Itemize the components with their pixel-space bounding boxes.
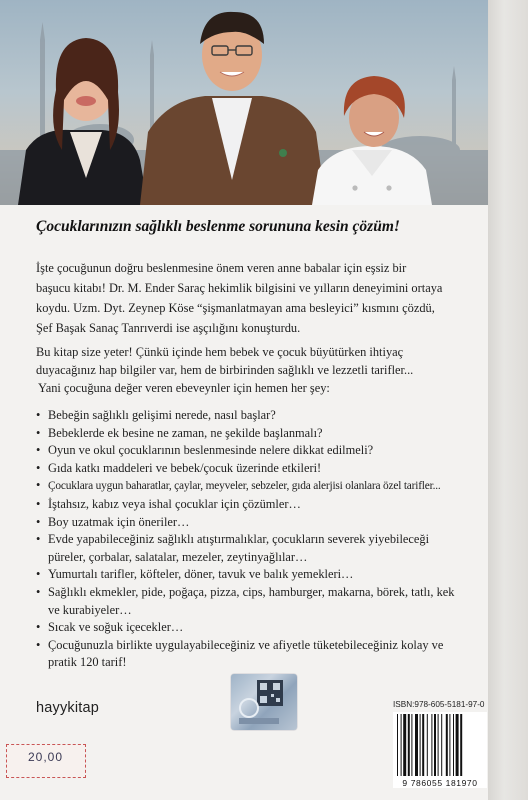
authors-photo [0,0,488,205]
list-item: • Çocuğunuzla birlikte uygulayabileceğiniz ve afiyetle tüketebileceğiniz kolay ve [36,637,484,655]
hologram-sticker [231,674,297,730]
list-item: • Yumurtalı tarifler, köfteler, döner, tavuk ve balık yemekleri… [36,566,484,584]
bullet-icon: • [36,532,41,547]
bullet-icon: • [36,478,41,493]
bullet-icon: • [36,408,41,422]
barcode-bar [453,714,454,776]
bullet-icon: • [36,620,41,635]
barcode-bar [401,714,402,776]
barcode-bar [422,714,424,776]
headline: Çocuklarınızın sağlıklı beslenme sorununa kesin çözüm! [36,218,400,235]
bullet-icon: • [36,514,41,529]
paragraph-line: duyacağınız hap bilgiler var, hem de birbirinden sağlıklı ve lezzetli tarifler... [36,363,414,377]
list-item-continuation: ve kurabiyeler… [48,602,132,617]
list-item: • Evde yapabileceğiniz sağlıklı atıştırmalıklar, çocukların severek yiyebileceği [36,531,484,549]
paragraph-line: Yani çocuğuna değer veren ebeveynler için hemen her şey: [38,381,330,395]
second-paragraph [36,343,476,397]
barcode-bar [411,714,412,776]
list-item-continuation: püreler, çorbalar, salatalar, mezeler, zeytinyağlılar… [48,549,308,564]
book-spine [487,0,528,800]
list-item: • Bebeklerde ek besine ne zaman, ne şekilde başlanmalı? [36,425,484,443]
bullet-icon: • [36,443,41,458]
bullet-icon: • [36,496,41,511]
woman-left-figure [18,38,148,205]
list-item: • Sağlıklı ekmekler, pide, poğaça, pizza, cips, hamburger, makarna, börek, tatlı, kek [36,584,484,602]
publisher-logo: hayykitap [36,700,100,716]
intro-line: koydu. Uzm. Dyt. Zeynep Köse “şişmanlatmayan ama besleyici” kısmını çözdü, [36,301,435,315]
barcode-bar [434,714,436,776]
barcode-bar [446,714,448,776]
barcode-bar [420,714,421,776]
bullet-icon: • [36,584,41,599]
barcode-bars [393,712,487,778]
barcode-bar [427,714,428,776]
intro-paragraph [36,258,476,338]
isbn-label: ISBN:978-605-5181-97-0 [393,700,485,709]
authors-photo-illustration [0,0,488,205]
intro-line: Şef Başak Sanaç Tanrıverdi ise aşçılığını konuşturdu. [36,321,301,335]
list-item: • Bebeğin sağlıklı gelişimi nerede, nasıl başlar? [36,407,484,425]
bullet-icon: • [36,460,41,475]
paragraph-line: Bu kitap size yeter! Çünkü içinde hem bebek ve çocuk büyütürken ihtiyaç [36,345,404,359]
list-item: • Oyun ve okul çocuklarının beslenmesinde nelere dikkat edilmeli? [36,442,484,460]
list-item-continuation: pratik 120 tarif! [48,655,127,670]
qr-code-icon [231,674,297,730]
price-value: 20,00 [28,750,64,764]
list-item: • Çocuklara uygun baharatlar, çaylar, meyveler, sebzeler, gıda alerjisi olanlara özel tarifler... [36,477,484,496]
barcode-bar [408,714,410,776]
list-item: • Sıcak ve soğuk içecekler… [36,619,484,637]
barcode-bar [460,714,462,776]
barcode-bar [403,714,406,776]
bullet-icon: • [36,567,41,582]
barcode-number: 9 786055 181970 [402,778,478,788]
barcode-bar [438,714,439,776]
list-item: • Gıda katkı maddeleri ve bebek/çocuk üzerinde etkileri! [36,460,484,478]
barcode-bar [449,714,450,776]
list-item: • Boy uzatmak için öneriler… [36,514,484,532]
barcode-bar [397,714,398,776]
intro-line: başucu kitabı! Dr. M. Ender Saraç hekimlik bilgisini ve yılların deneyimini ortaya [36,281,443,295]
barcode-bar [431,714,432,776]
barcode [393,712,487,788]
list-item: • İştahsız, kabız veya ishal çocuklar için çözümler… [36,496,484,514]
man-middle-figure [140,12,326,205]
barcode-bar [456,714,459,776]
barcode-bar [441,714,442,776]
feature-list [36,407,484,672]
bullet-icon: • [36,425,41,440]
barcode-bar [415,714,418,776]
bullet-icon: • [36,637,41,652]
intro-line: İşte çocuğunun doğru beslenmesine önem veren anne babalar için eşsiz bir [36,261,407,275]
